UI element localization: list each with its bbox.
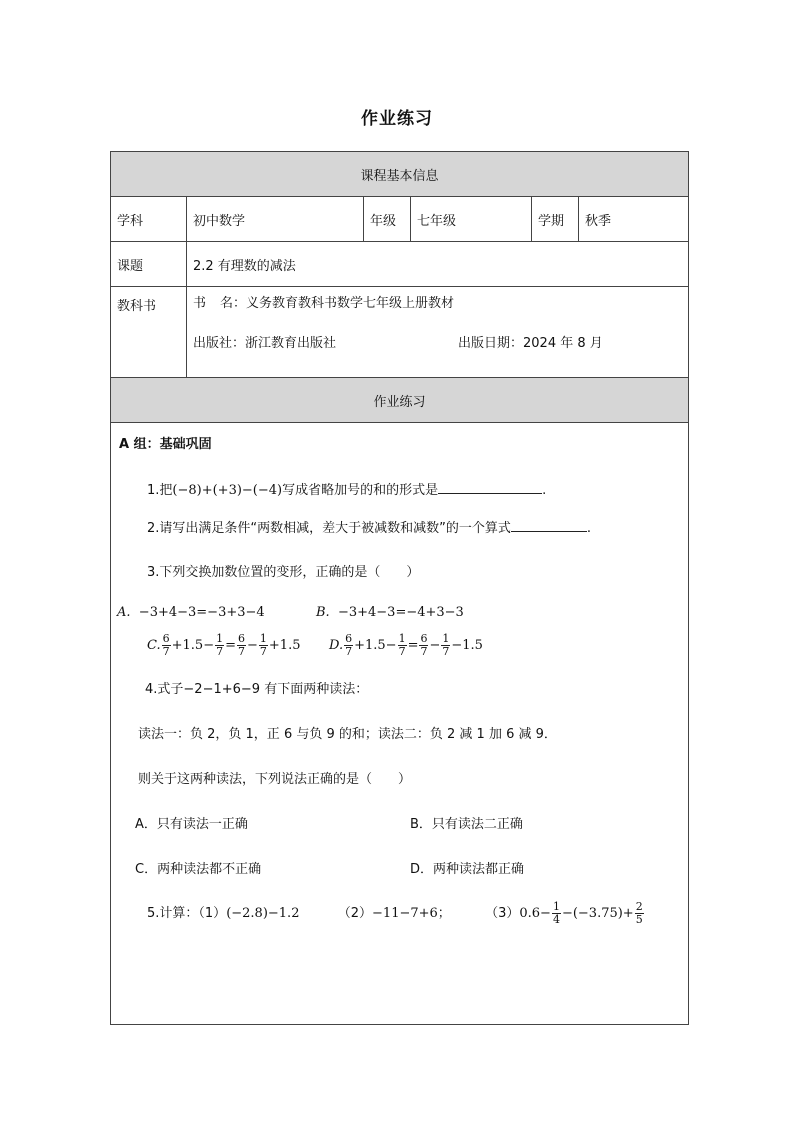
topic-row — [111, 242, 689, 287]
publisher-line — [193, 331, 682, 357]
fraction — [237, 633, 246, 658]
q1-num: 1.把 — [147, 483, 173, 498]
frac-num: 2 — [635, 900, 643, 913]
fraction — [259, 633, 268, 658]
frac-num: 1 — [398, 632, 406, 645]
d-part: −1.5 — [451, 638, 483, 653]
fraction — [635, 901, 644, 926]
frac-num: 6 — [420, 632, 428, 645]
frac-den: 7 — [259, 645, 267, 658]
q3-a-label: A. — [117, 605, 131, 620]
book-name-value: 义务教育教科书数学七年级上册教材 — [246, 296, 455, 311]
book-name-line — [193, 291, 682, 317]
frac-num: 1 — [216, 632, 224, 645]
q3-a-expr: −3+4−3=−3+3−4 — [138, 605, 265, 620]
frac-den: 4 — [552, 913, 560, 926]
q5-part-2: −11−7+6； — [372, 906, 451, 921]
topic-value: 2.2 有理数的减法 — [187, 242, 689, 287]
fraction — [398, 633, 407, 658]
q4-option-d: D．两种读法都正确 — [410, 862, 525, 877]
homework-header: 作业练习 — [111, 378, 689, 423]
q5-label: 5.计算：（1） — [147, 906, 227, 921]
fraction — [552, 901, 561, 926]
q3-option-d — [329, 633, 483, 658]
fraction — [215, 633, 224, 658]
frac-num: 6 — [345, 632, 353, 645]
frac-den: 7 — [345, 645, 353, 658]
textbook-label: 教科书 — [111, 287, 187, 378]
q3-option-c — [147, 633, 300, 658]
question-3: 3.下列交换加数位置的变形，正确的是（ ） — [147, 565, 420, 580]
homework-content-row — [111, 423, 689, 1025]
question-4: 4.式子−2−1+6−9 有下面两种读法： — [145, 682, 369, 697]
q1-text: 写成省略加号的和的形式是 — [282, 483, 439, 498]
q3-option-a — [117, 605, 265, 620]
q4-readings: 读法一：负 2，负 1，正 6 与负 9 的和；读法二：负 2 减 1 加 6 减 9． — [138, 727, 557, 742]
q5-part-1: (−2.8)−1.2 — [226, 906, 300, 921]
homework-header-row — [111, 378, 689, 423]
frac-den: 7 — [238, 645, 245, 658]
question-5 — [147, 901, 645, 926]
q5-part-3a: 0.6− — [519, 906, 551, 921]
frac-num: 6 — [238, 632, 245, 645]
d-part: +1.5− — [354, 638, 397, 653]
grade-value: 七年级 — [411, 197, 532, 242]
fraction — [419, 633, 428, 658]
d-part: − — [429, 638, 441, 653]
q4-question: 则关于这两种读法，下列说法正确的是（ ） — [138, 772, 412, 787]
q3-option-b — [316, 605, 464, 620]
q4-option-b: B．只有读法二正确 — [410, 817, 523, 832]
frac-num: 1 — [442, 632, 450, 645]
term-label: 学期 — [532, 197, 579, 242]
group-a-label: A 组：基础巩固 — [119, 437, 212, 452]
pub-date-label: 出版日期： — [458, 336, 524, 351]
c-part: +1.5− — [171, 638, 215, 653]
textbook-details — [187, 287, 689, 378]
q3-b-label: B. — [316, 605, 330, 620]
textbook-row — [111, 287, 689, 378]
q2-text: 2.请写出满足条件“两数相减，差大于被减数和减数”的一个算式 — [147, 521, 511, 536]
book-name-label: 书 — [193, 296, 207, 311]
frac-den: 7 — [442, 645, 450, 658]
frac-den: 7 — [420, 645, 428, 658]
fraction — [162, 633, 171, 658]
d-eq: = — [407, 638, 419, 653]
c-part: +1.5 — [268, 638, 301, 653]
frac-num: 1 — [552, 900, 560, 913]
q1-tail: . — [542, 483, 547, 498]
question-2 — [147, 517, 591, 536]
q5-part-2-label: （2） — [337, 906, 373, 921]
q5-part-3-label: （3） — [485, 906, 520, 921]
frac-den: 5 — [635, 913, 643, 926]
frac-den: 7 — [162, 645, 170, 658]
publisher-value: 浙江教育出版社 — [245, 336, 337, 351]
publisher-label: 出版社： — [193, 336, 246, 351]
subject-label: 学科 — [111, 197, 187, 242]
q1-answer-blank[interactable] — [438, 479, 542, 494]
pub-date — [458, 331, 603, 357]
q2-tail: . — [586, 521, 592, 536]
pub-date-value: 2024 年 8 月 — [523, 336, 603, 351]
q5-part-3b: −(−3.75)+ — [561, 906, 634, 921]
question-1 — [147, 479, 546, 498]
frac-num: 1 — [259, 632, 267, 645]
c-eq: = — [225, 638, 236, 653]
topic-label: 课题 — [111, 242, 187, 287]
homework-content — [111, 423, 689, 1025]
q1-expr: (−8)+(+3)−(−4) — [172, 483, 283, 498]
q3-b-expr: −3+4−3=−4+3−3 — [337, 605, 464, 620]
subject-row — [111, 197, 689, 242]
page-title: 作业练习 — [361, 109, 433, 129]
fraction — [344, 633, 353, 658]
q3-d-label: D. — [329, 638, 344, 653]
frac-num: 6 — [162, 632, 170, 645]
term-value: 秋季 — [579, 197, 689, 242]
course-info-header: 课程基本信息 — [111, 152, 689, 197]
grade-label: 年级 — [364, 197, 411, 242]
subject-value: 初中数学 — [187, 197, 364, 242]
book-name-label-2: 名： — [220, 296, 247, 311]
frac-den: 7 — [398, 645, 406, 658]
fraction — [441, 633, 450, 658]
q4-option-a: A．只有读法一正确 — [135, 817, 248, 832]
q2-answer-blank[interactable] — [511, 517, 587, 532]
c-part: − — [247, 638, 258, 653]
course-info-table — [110, 151, 689, 1025]
course-info-header-row — [111, 152, 689, 197]
q3-c-label: C. — [147, 638, 161, 653]
frac-den: 7 — [216, 645, 224, 658]
q4-option-c: C．两种读法都不正确 — [135, 862, 262, 877]
